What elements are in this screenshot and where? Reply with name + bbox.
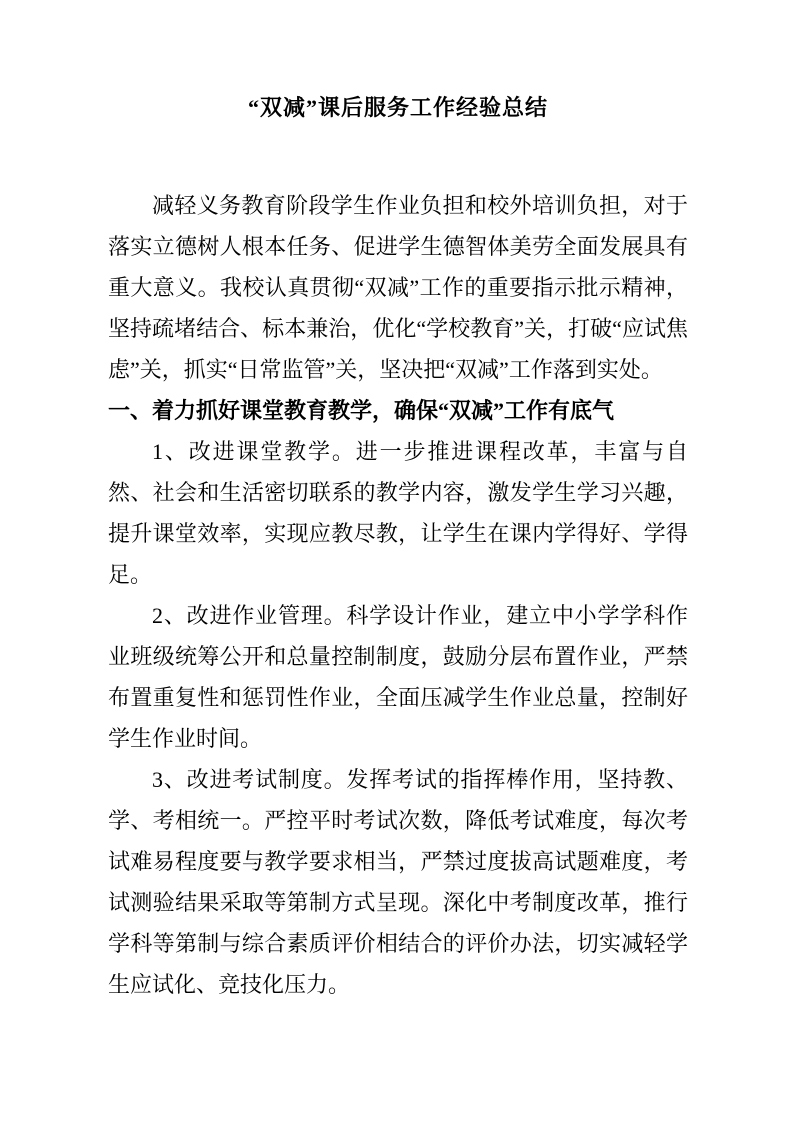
document-body [108,185,688,1005]
body-paragraph: 减轻义务教育阶段学生作业负担和校外培训负担，对于落实立德树人根本任务、促进学生德智体美劳全面发展具有重大意义。我校认真贯彻“双减”工作的重要指示批示精神，坚持疏堵结合、标本兼治，优化“学校教育”关，打破“应试焦虑”关，抓实“日常监管”关，坚决把“双减”工作落到实处。 [108,193,688,382]
body-paragraph: 3、改进考试制度。发挥考试的指挥棒作用，坚持教、学、考相统一。严控平时考试次数，降低考试难度，每次考试难易程度要与教学要求相当，严禁过度拔高试题难度，考试测验结果采取等第制方式呈现。深化中考制度改革，推行学科等第制与综合素质评价相结合的评价办法，切实减轻学生应试化、竞技化压力。 [108,767,688,997]
document-title: “双减”课后服务工作经验总结 [247,95,548,120]
body-paragraph: 2、改进作业管理。科学设计作业，建立中小学学科作业班级统筹公开和总量控制制度，鼓励分层布置作业，严禁布置重复性和惩罚性作业，全面压减学生作业总量，控制好学生作业时间。 [108,603,688,751]
section-heading: 一、着力抓好课堂教育教学，确保“双减”工作有底气 [108,398,615,423]
body-paragraph: 1、改进课堂教学。进一步推进课程改革，丰富与自然、社会和生活密切联系的教学内容，激发学生学习兴趣，提升课堂效率，实现应教尽教，让学生在课内学得好、学得足。 [108,439,688,587]
